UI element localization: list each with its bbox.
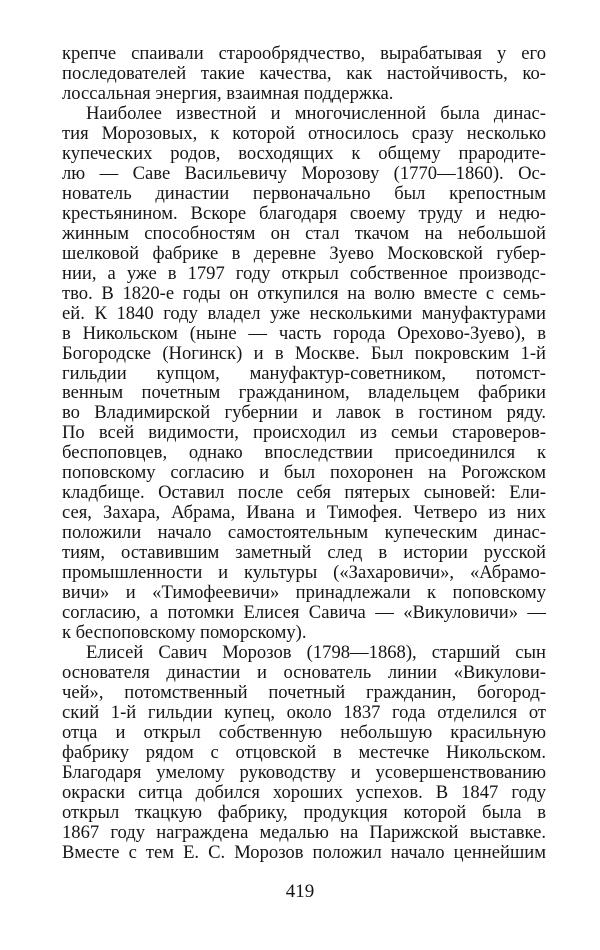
text-line: согласию, а потомки Елисея Савича — «Викуловичи» —: [62, 602, 546, 624]
text-line: тво. В 1820-е годы он откупился на волю вместе с семь-: [62, 282, 546, 304]
text-line: отца и открыл собственную небольшую красильную: [62, 721, 546, 743]
paragraph: [62, 643, 546, 863]
text-line: Наиболее известной и многочисленной была динас-: [86, 102, 546, 124]
page-number: 419: [285, 881, 315, 902]
text-line: Благодаря умелому руководству и усовершенствованию: [62, 761, 546, 783]
text-line: поповскому согласию и был похоронен на Рогожском: [62, 462, 546, 484]
text-line: нии, а уже в 1797 году открыл собственное производс-: [62, 262, 546, 284]
text-line: фабрику рядом с отцовской в местечке Никольском.: [62, 741, 546, 763]
text-line: шелковой фабрике в деревне Зуево Московской губер-: [62, 242, 546, 264]
text-line: открыл ткацкую фабрику, продукция которой была в: [62, 801, 546, 823]
text-line: Вместе с тем Е. С. Морозов положил начало ценнейшим: [62, 841, 546, 863]
text-line: во Владимирской губернии и лавок в гостином ряду.: [62, 402, 546, 424]
text-line: лоссальная энергия, взаимная поддержка.: [62, 82, 394, 104]
text-line: последователей такие качества, как настойчивость, ко-: [62, 62, 546, 84]
text-line: Богородске (Ногинск) и в Москве. Был покровским 1-й: [62, 342, 546, 364]
text-line: Елисей Савич Морозов (1798—1868), старший сын: [86, 642, 546, 664]
text-line: положили начало самостоятельным купеческим динас-: [62, 522, 546, 544]
text-line: в Никольском (ныне — часть города Орехово-Зуево), в: [62, 322, 546, 344]
text-line: тиям, оставившим заметный след в истории русской: [62, 542, 546, 564]
text-line: к беспоповскому поморскому).: [62, 622, 307, 644]
text-line: 1867 году награждена медалью на Парижской выставке.: [62, 821, 546, 843]
text-line: купеческих родов, восходящих к общему прародите-: [62, 142, 546, 164]
text-line: венным почетным гражданином, владельцем фабрики: [62, 382, 546, 404]
text-line: нователь династии первоначально был крепостным: [62, 182, 546, 204]
text-line: лю — Саве Васильевичу Морозову (1770—1860). Ос-: [62, 162, 546, 184]
text-line: крестьянином. Вскоре благодаря своему труду и недю-: [62, 202, 546, 224]
paragraph: [62, 44, 546, 104]
page-body-text: [62, 44, 546, 863]
text-line: тия Морозовых, к которой относилось сразу несколько: [62, 122, 546, 144]
text-line: ей. К 1840 году владел уже несколькими мануфактурами: [62, 302, 546, 324]
text-line: кладбище. Оставил после себя пятерых сыновей: Ели-: [62, 482, 546, 504]
text-line: сея, Захара, Абрама, Ивана и Тимофея. Четверо из них: [62, 502, 546, 524]
text-line: окраски ситца добился хороших успехов. В 1847 году: [62, 781, 546, 803]
text-line: чей», потомственный почетный гражданин, богород-: [62, 682, 546, 703]
text-line: промышленности и культуры («Захаровичи», «Абрамо-: [62, 562, 546, 584]
text-line: основателя династии и основатель линии «Викулови-: [62, 662, 546, 684]
text-line: беспоповцев, однако впоследствии присоединился к: [62, 442, 546, 464]
text-line: гильдии купцом, мануфактур-советником, потомст-: [62, 362, 546, 384]
text-line: крепче спаивали старообрядчество, вырабатывая у его: [62, 43, 546, 64]
text-line: ский 1-й гильдии купец, около 1837 года отделился от: [62, 701, 546, 723]
text-line: По всей видимости, происходил из семьи староверов-: [62, 422, 546, 444]
paragraph: [62, 104, 546, 643]
text-line: жинным способностям он стал ткачом на небольшой: [62, 222, 546, 244]
text-line: вичи» и «Тимофеевичи» принадлежали к поповскому: [62, 582, 546, 604]
